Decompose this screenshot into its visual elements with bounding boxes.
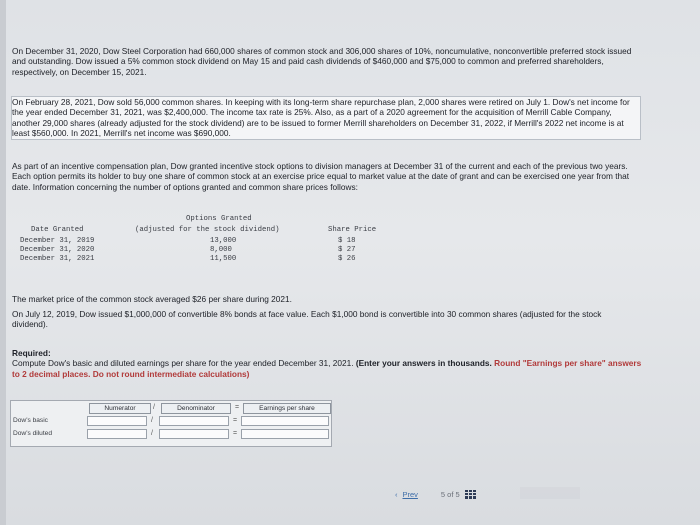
required-label: Required: (12, 348, 51, 358)
row-price: $ 18 (338, 237, 356, 245)
row-options: 8,000 (210, 246, 232, 254)
prev-chevron-icon[interactable]: ‹ (395, 489, 398, 499)
options-header-title: Options Granted (186, 215, 252, 223)
left-edge (0, 0, 6, 525)
price-header: Share Price (328, 226, 377, 234)
share-changes-paragraph: On February 28, 2021, Dow sold 56,000 common shares. In keeping with its long-term share repurchase plan, 2,000 shares were retired on July 1. Dow's net income for the year ended December 31, 2021, was $2,400,000. The income tax rate is 25%. Also, as a part of a 2020 agreement for the acquisition of Merrill Cable Company, another 29,000 shares (already adjusted for the stock dividend) are to be issued to former Merrill shareholders on December 31, 2022, if Merrill's 2022 net income is at least $560,000. In 2021, Merrill's net income was $690,000. (12, 97, 640, 139)
required-red-note: Round "Earnings per share" answers to 2 decimal places. Do not round intermediate calculations) (12, 358, 642, 379)
bonds-paragraph: On July 12, 2019, Dow issued $1,000,000 of convertible 8% bonds at face value. Each $1,000 bond is convertible into 30 common shares (adjusted for the stock dividend). (12, 309, 602, 330)
divide-symbol: / (153, 404, 155, 411)
row-options: 13,000 (210, 237, 237, 245)
basic-denominator-input[interactable] (159, 416, 229, 426)
diluted-numerator-input[interactable] (87, 429, 147, 439)
eps-answer-table (10, 400, 332, 447)
next-button-faint[interactable] (520, 487, 580, 499)
equals-symbol: = (235, 404, 240, 411)
row-date: December 31, 2020 (20, 246, 95, 254)
basic-eps-input[interactable] (241, 416, 329, 426)
row-label-diluted: Dow's diluted (13, 430, 53, 437)
page-indicator: 5 of 5 (440, 489, 460, 499)
intro-paragraph: On December 31, 2020, Dow Steel Corporation had 660,000 shares of common stock and 306,000 shares of 10%, noncumulative, nonconvertible preferred stock issued and outstanding. Dow issued a 5% common stock dividend on May 15 and paid cash dividends of $460,000 and $75,000 to common and preferred shareholders, respectively, on December 15, 2021. (12, 46, 632, 77)
diluted-denominator-input[interactable] (159, 429, 229, 439)
basic-numerator-input[interactable] (87, 416, 147, 426)
grid-icon[interactable] (465, 490, 476, 499)
row-options: 11,500 (210, 255, 237, 263)
divide-symbol: / (151, 430, 153, 437)
date-header: Date Granted (31, 226, 84, 234)
eps-header: Earnings per share (243, 403, 331, 414)
diluted-eps-input[interactable] (241, 429, 329, 439)
equals-symbol: = (233, 417, 238, 424)
divide-symbol: / (151, 417, 153, 424)
row-label-basic: Dow's basic (13, 417, 48, 424)
options-intro-paragraph: As part of an incentive compensation plan, Dow granted incentive stock options to division managers at December 31 of the current and each of the previous two years. Each option permits its holder to buy one share of common stock at an exercise price equal to market value at the date of grant and can be exercised one year from that date. Information concerning the number of options granted and common share prices follows: (12, 161, 630, 192)
options-header: (adjusted for the stock dividend) (135, 226, 280, 234)
row-date: December 31, 2021 (20, 255, 95, 263)
market-price-paragraph: The market price of the common stock averaged $26 per share during 2021. (12, 294, 292, 304)
required-bold-note: (Enter your answers in thousands. (355, 358, 492, 369)
numerator-header: Numerator (89, 403, 151, 414)
required-section (12, 348, 642, 379)
row-date: December 31, 2019 (20, 237, 95, 245)
pager (395, 488, 476, 500)
equals-symbol: = (233, 430, 238, 437)
row-price: $ 26 (338, 255, 356, 263)
row-price: $ 27 (338, 246, 356, 254)
denominator-header: Denominator (161, 403, 231, 414)
required-text: Compute Dow's basic and diluted earnings per share for the year ended December 31, 2021. (12, 358, 354, 369)
prev-link[interactable]: Prev (402, 489, 418, 499)
